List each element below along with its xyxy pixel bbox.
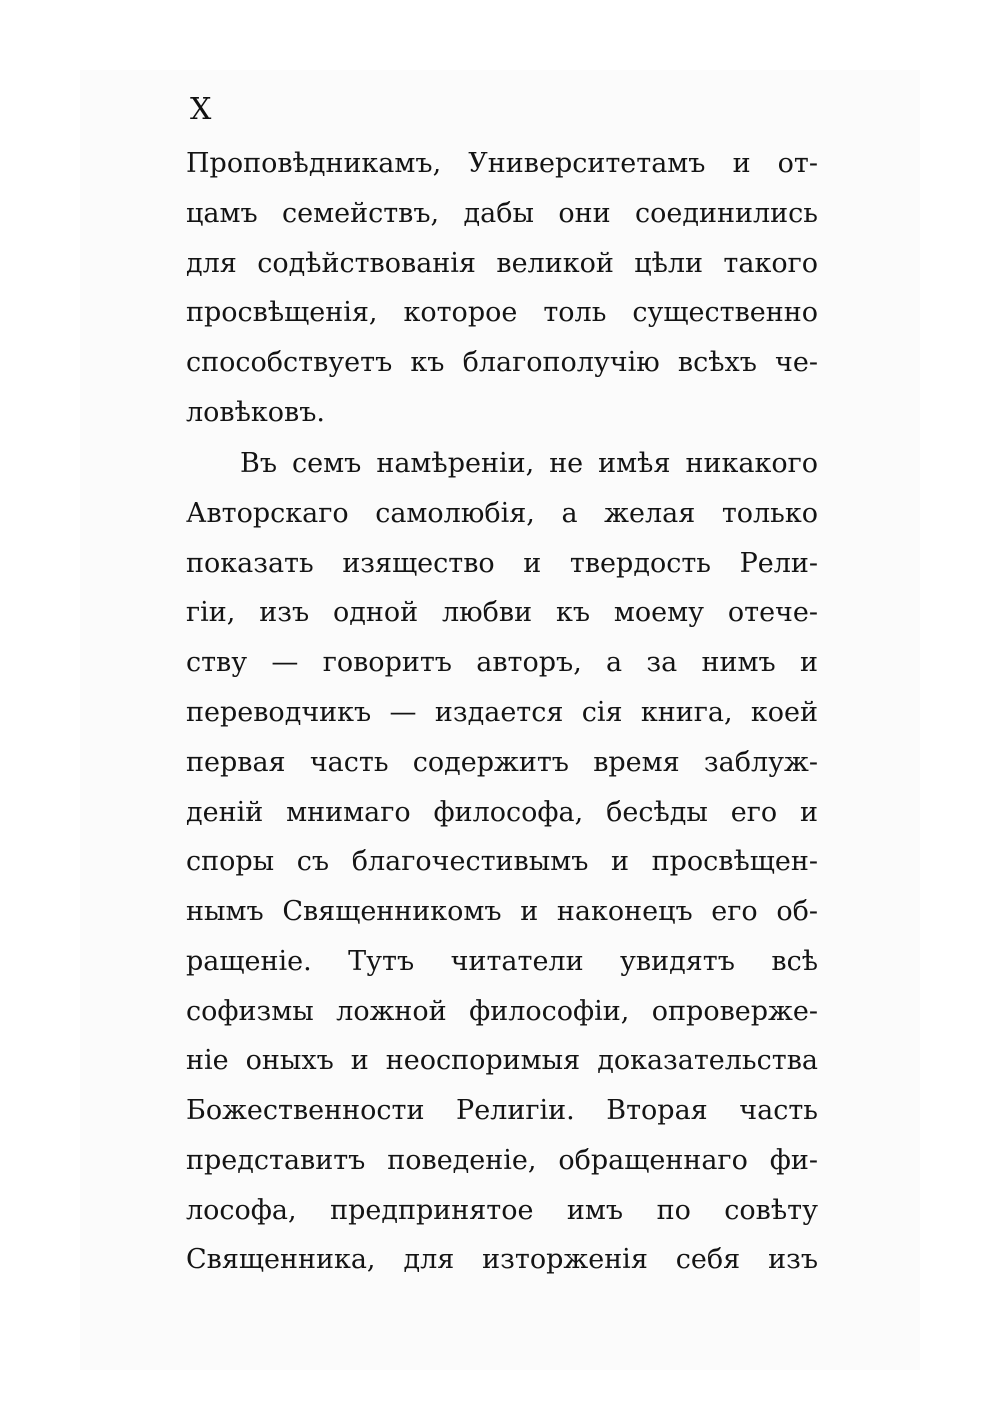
text-line: ству — говоритъ авторъ, а за нимъ и	[186, 647, 818, 678]
text-line: Божественности Религіи. Вторая часть	[186, 1095, 818, 1126]
text-line: цамъ семействъ, дабы они соединились	[186, 198, 818, 229]
text-line: гіи, изъ одной любви къ моему отече-	[186, 597, 818, 628]
text-line: нымъ Священникомъ и наконецъ его об-	[186, 896, 818, 927]
text-line: ніе оныхъ и неоспоримыя доказательства	[186, 1045, 818, 1076]
text-line: Священника, для изторженія себя изъ	[186, 1244, 818, 1275]
text-line: представитъ поведеніе, обращеннаго фи-	[186, 1145, 818, 1176]
text-line: первая часть содержитъ время заблуж-	[186, 747, 818, 778]
text-line: лософа, предпринятое имъ по совѣту	[186, 1195, 818, 1226]
text-line: деній мнимаго философа, бесѣды его и	[186, 797, 818, 828]
text-line: софизмы ложной философіи, опроверже-	[186, 996, 818, 1027]
text-line: Авторскаго самолюбія, а желая только	[186, 498, 818, 529]
text-line: способствуетъ къ благополучію всѣхъ че-	[186, 347, 818, 378]
text-line: Проповѣдникамъ, Университетамъ и от-	[186, 148, 818, 179]
text-line: просвѣщенія, которое толь существенно	[186, 297, 818, 328]
text-line: ращеніе. Тутъ читатели увидятъ всѣ	[186, 946, 818, 977]
paragraph-start-line: Въ семъ намѣреніи, не имѣя никакого	[240, 448, 818, 479]
text-line: переводчикъ — издается сія книга, коей	[186, 697, 818, 728]
text-line: для содѣйствованія великой цѣли такого	[186, 248, 818, 279]
page-number: X	[190, 92, 213, 127]
text-line: показать изящество и твердость Рели-	[186, 548, 818, 579]
text-line: ловѣковъ.	[186, 397, 325, 428]
text-line: споры съ благочестивымъ и просвѣщен-	[186, 846, 818, 877]
